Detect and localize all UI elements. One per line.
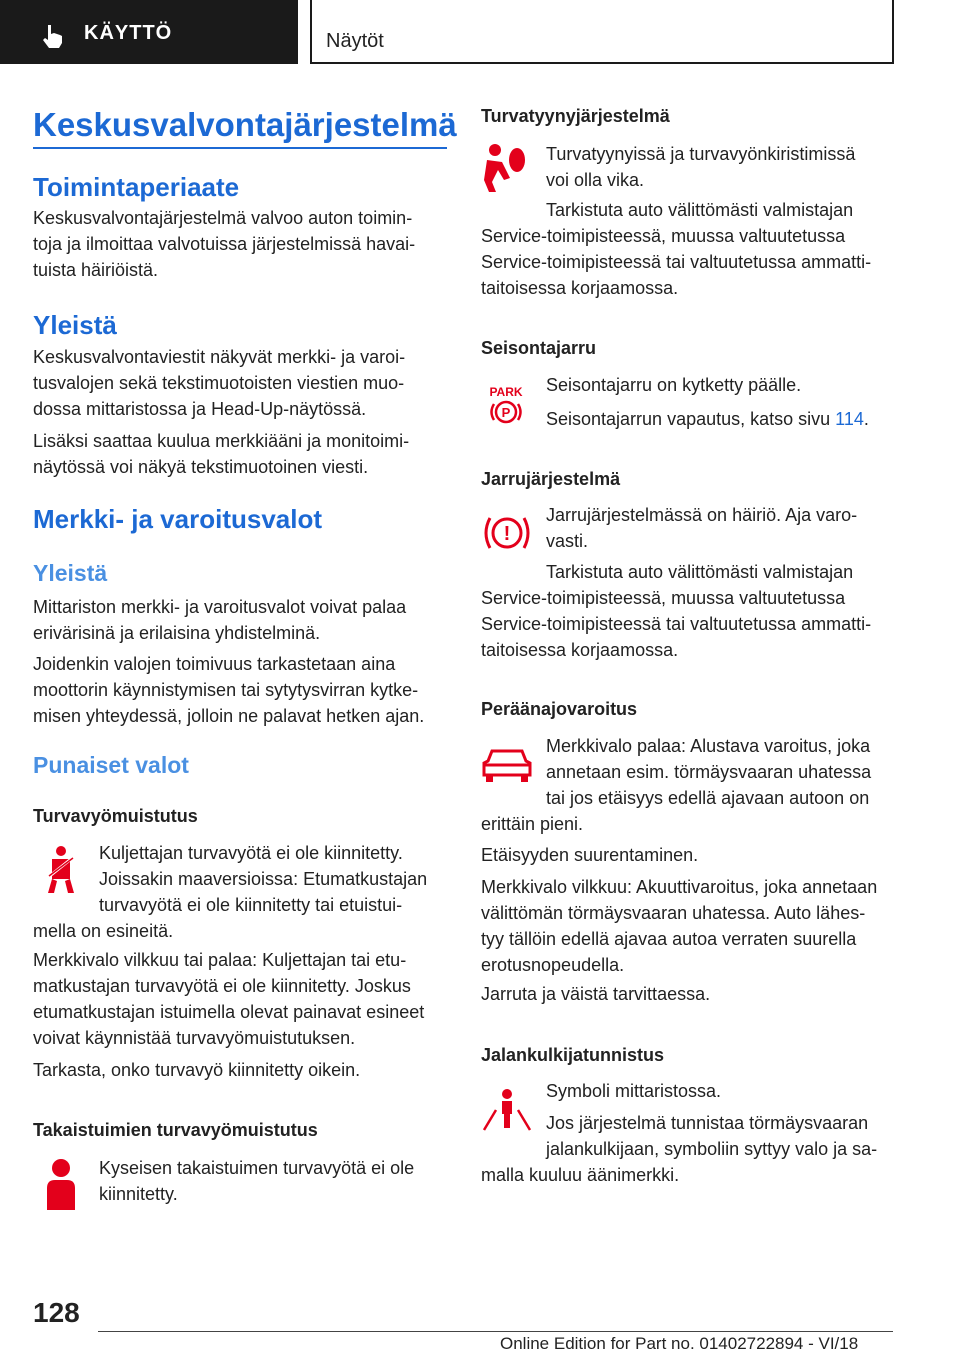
chapter-label: Näytöt (326, 30, 384, 52)
page-number: 128 (33, 1297, 80, 1328)
paragraph: Joidenkin valojen toimivuus tarkastetaan aina moottorin käynnistymisen tai sytytysvirran kytke- misen yhteydessä, jolloin ne palavat hetken ajan. (33, 654, 425, 726)
rearend-text: Merkkivalo palaa: Alustava varoitus, joka annetaan esim. törmäysvaaran uhatessa tai jos etäisyys edellä ajavaan autoon on erittäin pieni. (481, 736, 872, 834)
heading-turvavyomuistutus: Turvavyömuistutus (33, 806, 198, 826)
paragraph: Merkkivalo vilkkuu tai palaa: Kuljettajan tai etu- matkustajan turvavyötä ei ole kiinnitetty. Joskus etumatkustajan istuimella olevat painavat esineet voivat käynnistää turvavyömuistutuksen. (33, 950, 425, 1048)
paragraph: Mittariston merkki- ja varoitusvalot voivat palaa erivärisinä ja erilaisina yhdistelminä. (33, 597, 407, 643)
ped-text: Jos järjestelmä tunnistaa törmäysvaaran jalankulkijaan, symboliin syttyy valo ja sa- malla kuuluu äänimerkki. (481, 1113, 878, 1185)
title-divider (33, 147, 447, 149)
heading-takaistuimien-turvavyomuistutus: Takaistuimien turvavyömuistutus (33, 1120, 318, 1140)
paragraph: Jarruta ja väistä tarvittaessa. (481, 984, 711, 1004)
heading-toimintaperiaate: Toimintaperiaate (33, 172, 240, 202)
rear-belt-text: Kyseisen takaistuimen turvavyötä ei ole kiinnitetty. (99, 1158, 415, 1204)
heading-peraanajovaroitus: Peräänajovaroitus (481, 699, 638, 719)
rear-seat-occupant-icon (44, 1158, 78, 1212)
belt-text: Kuljettajan turvavyötä ei ole kiinnitetty. Joissakin maaversioissa: Etumatkustajan turvavyötä ei ole kiinnitetty tai etuistui- mella on esineitä. (33, 843, 428, 941)
chapter-tab (310, 0, 894, 64)
parking-brake-icon (486, 384, 526, 426)
page-link-114[interactable]: 114 (835, 409, 864, 429)
brake-warning-icon (483, 512, 531, 554)
svg-text:PARK: PARK (489, 385, 523, 399)
heading-jarrujarjestelma: Jarrujärjestelmä (481, 469, 621, 489)
heading-merkki-varoitusvalot: Merkki- ja varoitusvalot (33, 504, 322, 534)
heading-jalankulkijatunnistus: Jalankulkijatunnistus (481, 1045, 665, 1065)
page-title: Keskusvalvontajärjestelmä (33, 106, 457, 143)
paragraph: Etäisyyden suurentaminen. (481, 845, 699, 865)
paragraph: Lisäksi saattaa kuulua merkkiääni ja monitoimi- näytössä voi näkyä tekstimuotoinen viesti. (33, 431, 410, 477)
paragraph: Tarkistuta auto välittömästi valmistajan Service-toimipisteessä, muussa valtuutetussa Service-toimipisteessä tai valtuutetussa ammatti- taitoisessa korjaamossa. (481, 562, 872, 660)
paragraph: Tarkistuta auto välittömästi valmistajan Service-toimipisteessä, muussa valtuutetussa Service-toimipisteessä tai valtuutetussa ammatti- taitoisessa korjaamossa. (481, 200, 872, 298)
paragraph: Tarkasta, onko turvavyö kiinnitetty oikein. (33, 1060, 361, 1080)
ped-line: Symboli mittaristossa. (546, 1081, 722, 1101)
hand-touch-icon (40, 23, 66, 49)
park-text: Seisontajarru on kytketty päälle. Seisontajarrun vapautus, katso sivu 114. (546, 375, 869, 429)
paragraph: Keskusvalvontajärjestelmä valvoo auton toimin- toja ja ilmoittaa valvotuissa järjestelmissä havai- tuista häiriöistä. (33, 208, 416, 280)
section-label: KÄYTTÖ (84, 22, 173, 44)
airbag-warning-icon (482, 142, 528, 194)
heading-seisontajarru: Seisontajarru (481, 338, 597, 358)
svg-text:!: ! (503, 523, 511, 545)
section-tab (0, 0, 298, 64)
paragraph: Keskusvalvontaviestit näkyvät merkki- ja varoi- tusvalojen sekä tekstimuotoisten viestien muo- dossa mittaristossa ja Head-Up-näytössä. (33, 347, 406, 419)
footer-divider (98, 1331, 893, 1332)
airbag-text: Turvatyynyissä ja turvavyönkiristimissä voi olla vika. (546, 144, 856, 190)
brake-text: Jarrujärjestelmässä on häiriö. Aja varo- vasti. (546, 505, 858, 551)
svg-text:P: P (501, 405, 511, 420)
heading-punaiset-valot: Punaiset valot (33, 752, 189, 778)
heading-yleista: Yleistä (33, 310, 117, 340)
heading-turvatyynyjarjestelma: Turvatyynyjärjestelmä (481, 106, 670, 126)
paragraph: Merkkivalo vilkkuu: Akuuttivaroitus, joka annetaan välittömän törmäysvaaran uhatessa. Auto lähes- tyy tällöin edellä ajavaa autoa verraten suurella erotusnopeudella. (481, 877, 878, 975)
footer-edition: Online Edition for Part no. 01402722894 - VI/18 (500, 1334, 859, 1353)
subheading-yleista: Yleistä (33, 560, 108, 586)
